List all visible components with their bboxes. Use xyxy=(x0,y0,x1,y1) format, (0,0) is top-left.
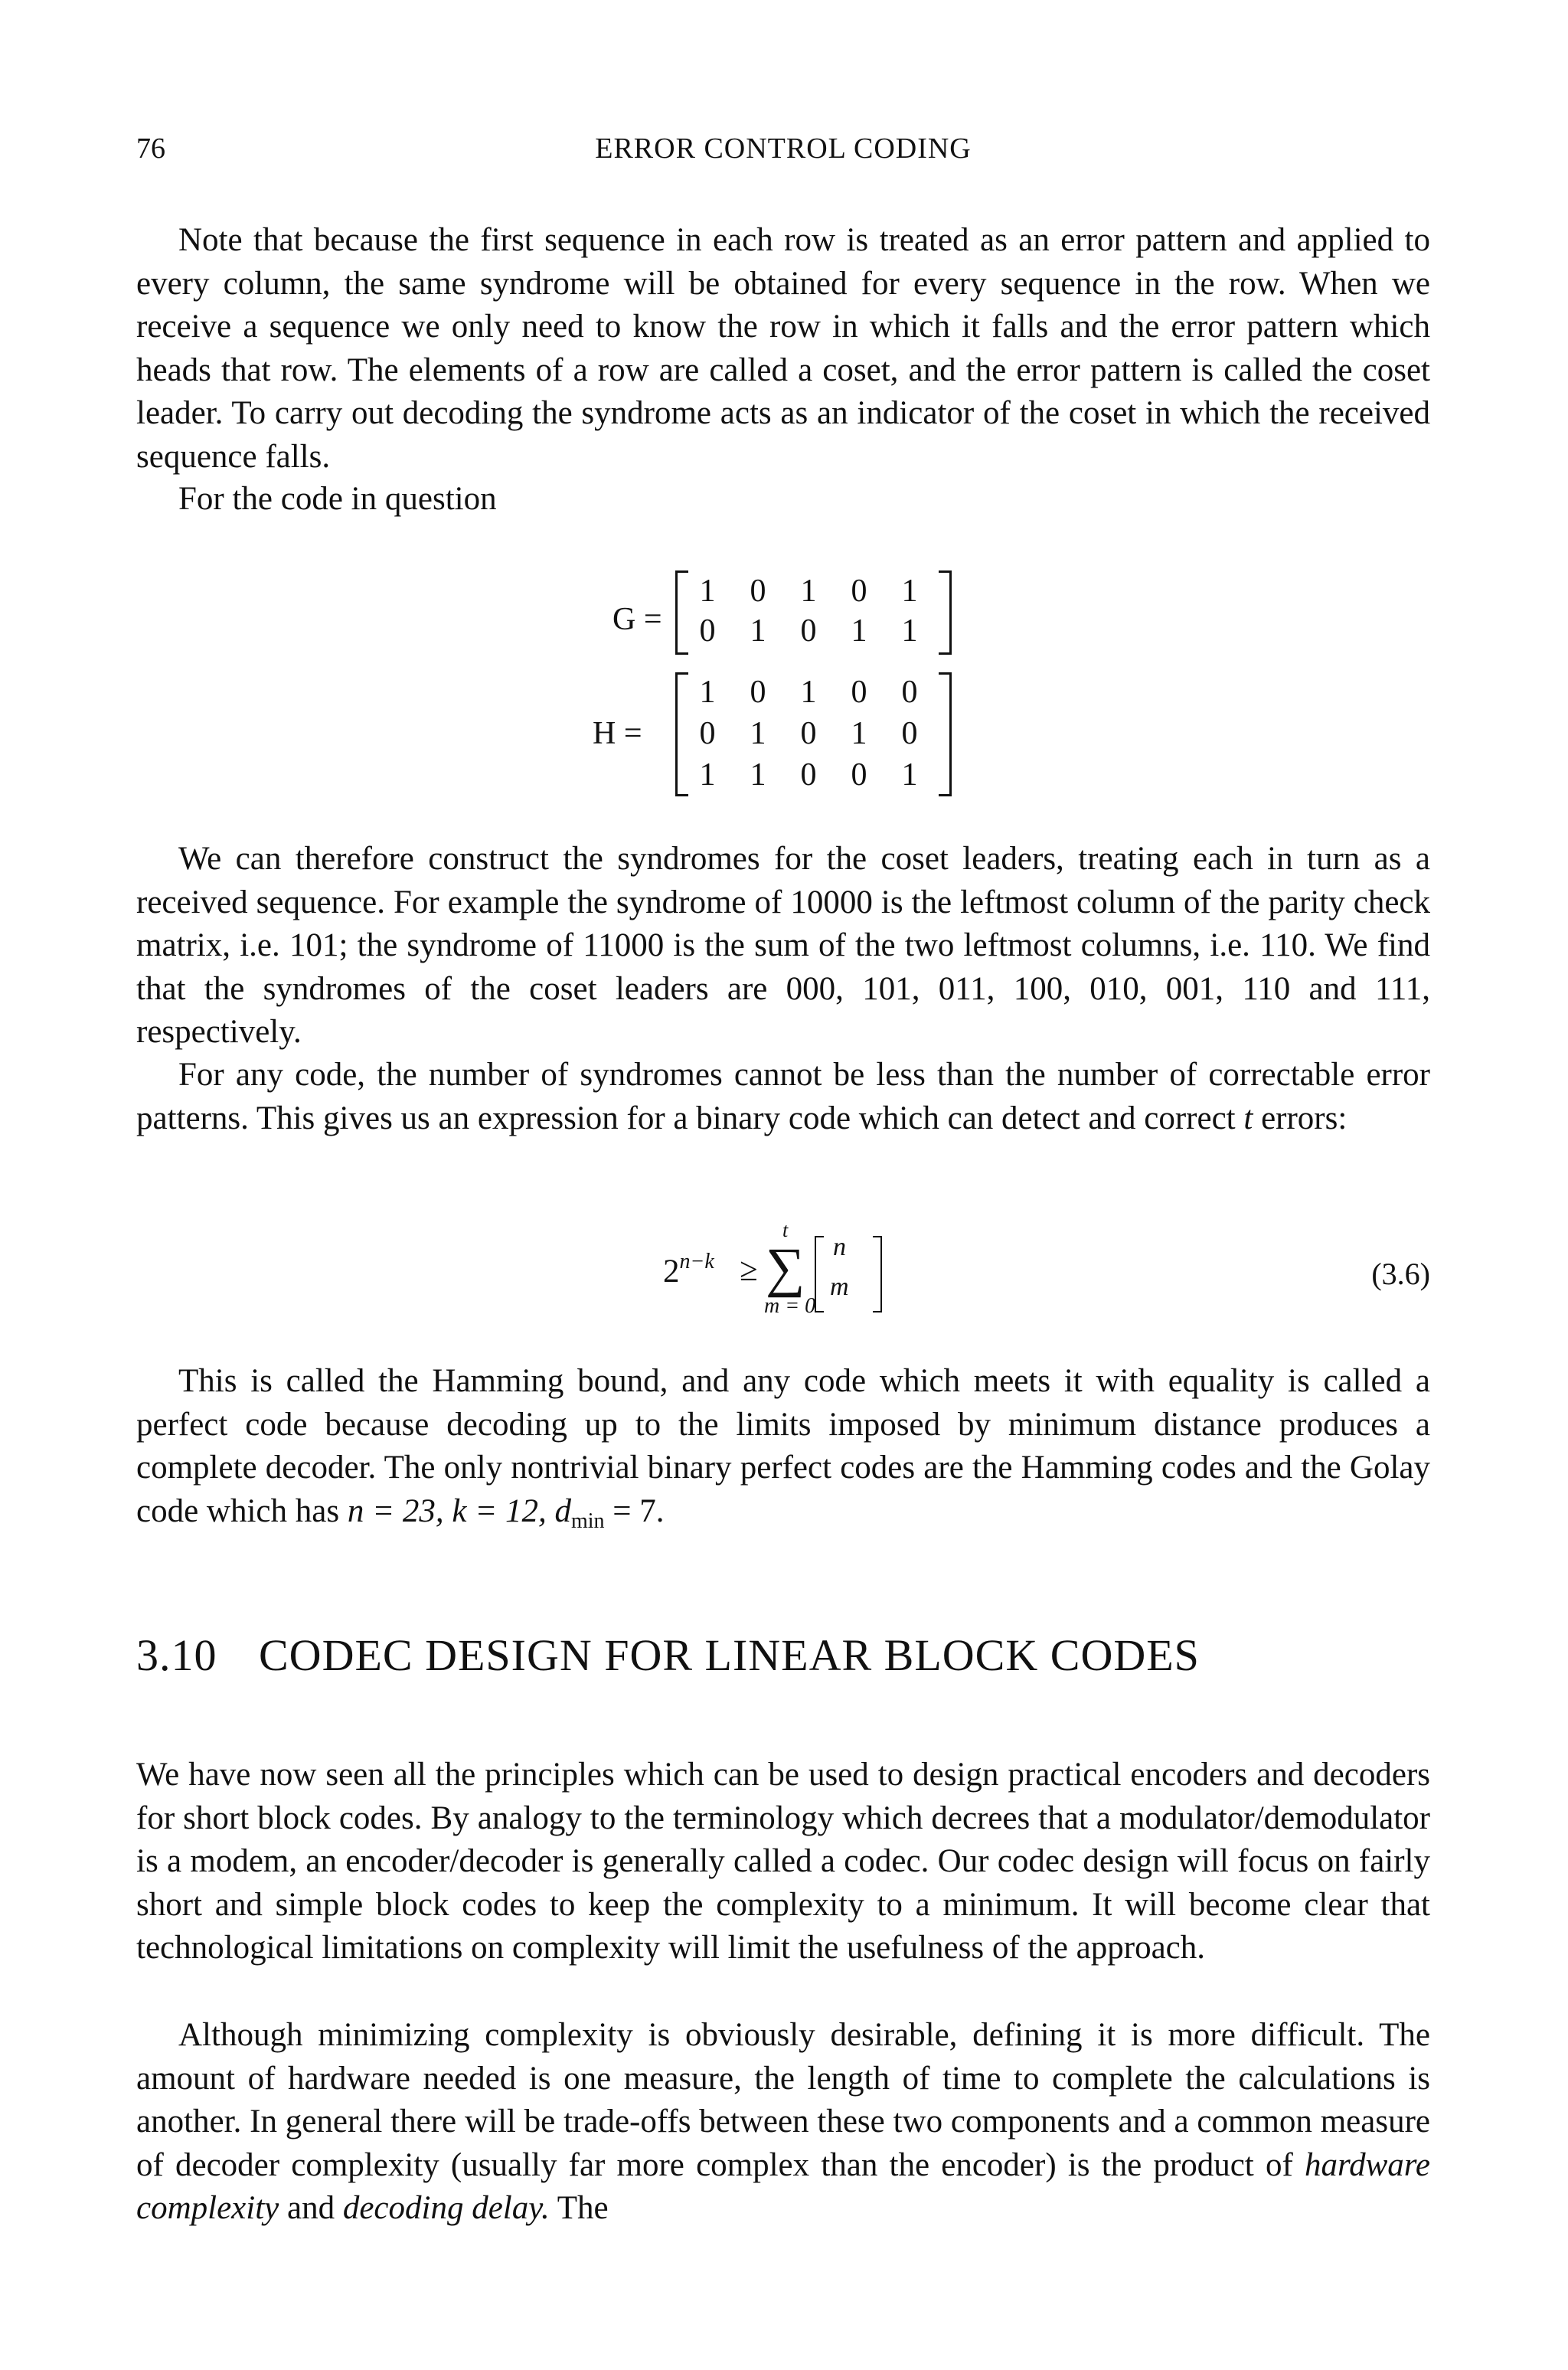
matrix-cell: 0 xyxy=(750,675,766,710)
hamming-intro-text: For any code, the number of syndromes cannot be less than the number of correctable error patterns. This gives us an expression for a binary code which can detect and correct xyxy=(136,1057,1430,1136)
matrix-cell: 1 xyxy=(901,613,918,649)
right-bracket xyxy=(873,1236,882,1312)
paragraph-perfect-codes xyxy=(136,1360,1430,1543)
page-number: 76 xyxy=(136,132,165,165)
paragraph-hamming-intro xyxy=(136,1054,1430,1140)
section-heading xyxy=(136,1630,1200,1681)
matrix-cell: 0 xyxy=(851,574,867,609)
matrix-cell: 0 xyxy=(851,757,867,793)
matrix-cell: 0 xyxy=(800,716,817,751)
sum-lower-limit xyxy=(764,1294,815,1319)
right-bracket xyxy=(939,672,952,796)
matrix-cell: 1 xyxy=(800,675,817,710)
left-bracket xyxy=(675,570,688,655)
matrix-cell: 1 xyxy=(800,574,817,609)
page-header xyxy=(136,132,1430,170)
sum-symbol: ∑ xyxy=(766,1237,805,1298)
binomial-bottom xyxy=(830,1273,849,1302)
equation-number: (3.6) xyxy=(1371,1257,1430,1291)
binomial-top xyxy=(833,1233,846,1262)
generator-matrix-label: G = xyxy=(612,602,662,637)
paragraph-codec-intro: We have now seen all the principles which can be used to design practical encoders and decoders for short block codes. By analogy to the terminology which decrees that a modulator/demodulator is a modem, an encoder/decoder is generally called a codec. Our codec design will focus on fairly short and simple block codes to keep the complexity to a minimum. It will become clear that technological limitations on complexity will limit the usefulness of the approach. xyxy=(136,1757,1430,1966)
matrix-cell: 1 xyxy=(851,716,867,751)
left-bracket xyxy=(675,672,688,796)
relation-symbol: ≥ xyxy=(740,1252,758,1288)
hamming-intro-end: errors: xyxy=(1261,1100,1348,1136)
binomial-m: m xyxy=(830,1273,849,1301)
dmin-value: = 7. xyxy=(612,1492,665,1529)
equation-base xyxy=(663,1250,714,1290)
matrix-cell: 0 xyxy=(699,613,716,649)
parity-check-matrix-label: H = xyxy=(593,716,642,751)
matrix-cell: 1 xyxy=(699,574,716,609)
variable-t: t xyxy=(1243,1100,1253,1136)
matrix-cell: 0 xyxy=(800,757,817,793)
matrix-cell: 0 xyxy=(901,716,918,751)
sum-upper-var: t xyxy=(782,1219,789,1241)
k-value: k = 12, xyxy=(452,1492,547,1529)
section-title-text: CODEC DESIGN FOR LINEAR BLOCK CODES xyxy=(259,1630,1200,1680)
sum-lower-text: m = 0 xyxy=(764,1294,816,1318)
matrix-cell: 0 xyxy=(851,675,867,710)
decoding-delay-term: decoding delay. xyxy=(342,2190,550,2226)
perfect-codes-text: This is called the Hamming bound, and any code which meets it with equality is called a perfect code because decoding up to the limits imposed by minimum distance produces a complete decoder. The only nontrivial binary perfect codes are the Hamming codes and the Golay code which has xyxy=(136,1363,1430,1529)
min-subscript: min xyxy=(570,1509,605,1533)
right-bracket xyxy=(939,570,952,655)
matrix-cell: 1 xyxy=(699,757,716,793)
matrix-cell: 1 xyxy=(699,675,716,710)
exponent: n−k xyxy=(679,1250,714,1273)
matrix-cell: 1 xyxy=(750,716,766,751)
paragraph-syndromes: We can therefore construct the syndromes for the coset leaders, treating each in turn as a received sequence. For example the syndrome of 10000 is the leftmost column of the parity check matrix, i.e. 101; the syndrome of 11000 is the sum of the two leftmost columns, i.e. 110. We find that the syndromes of the coset leaders are 000, 101, 011, 100, 010, 001, 110 and 111, respectively. xyxy=(136,841,1430,1050)
binomial-n: n xyxy=(833,1233,846,1261)
matrix-cell: 0 xyxy=(699,716,716,751)
paragraph-code-in-question: For the code in question xyxy=(178,481,497,517)
matrix-cell: 1 xyxy=(901,574,918,609)
d-symbol: d xyxy=(554,1492,571,1529)
matrix-cell: 1 xyxy=(901,757,918,793)
trailing-word: The xyxy=(557,2190,609,2226)
matrix-cell: 0 xyxy=(750,574,766,609)
dmin-symbol xyxy=(554,1492,605,1533)
base-two: 2 xyxy=(663,1254,680,1290)
and-word: and xyxy=(287,2190,335,2226)
section-number: 3.10 xyxy=(136,1630,217,1680)
matrix-cell: 0 xyxy=(901,675,918,710)
matrix-cell: 1 xyxy=(750,613,766,649)
matrix-cell: 1 xyxy=(851,613,867,649)
hardware-complexity-term: hardware complexity xyxy=(136,2146,1430,2226)
n-value: n = 23, xyxy=(347,1492,444,1529)
paragraph-coset: Note that because the first sequence in each row is treated as an error pattern and applied to every column, the same syndrome will be obtained for every sequence in the row. When we receive a sequence we only need to know the row in which it falls and the error pattern which heads that row. The elements of a row are called a coset, and the error pattern is called the coset leader. To carry out decoding the syndrome acts as an indicator of the coset in which the received sequence falls. xyxy=(136,222,1430,475)
paragraph-complexity xyxy=(136,2014,1430,2231)
complexity-text: Although minimizing complexity is obviously desirable, defining it is more difficult. The amount of hardware needed is one measure, the length of time to complete the calculations is another. In general there will be trade-offs between these two components and a common measure of decoder complexity (usually far more complex than the encoder) is the product of xyxy=(136,2017,1430,2183)
running-head: ERROR CONTROL CODING xyxy=(595,132,972,165)
matrix-cell: 0 xyxy=(800,613,817,649)
left-bracket xyxy=(815,1236,824,1312)
matrix-cell: 1 xyxy=(750,757,766,793)
